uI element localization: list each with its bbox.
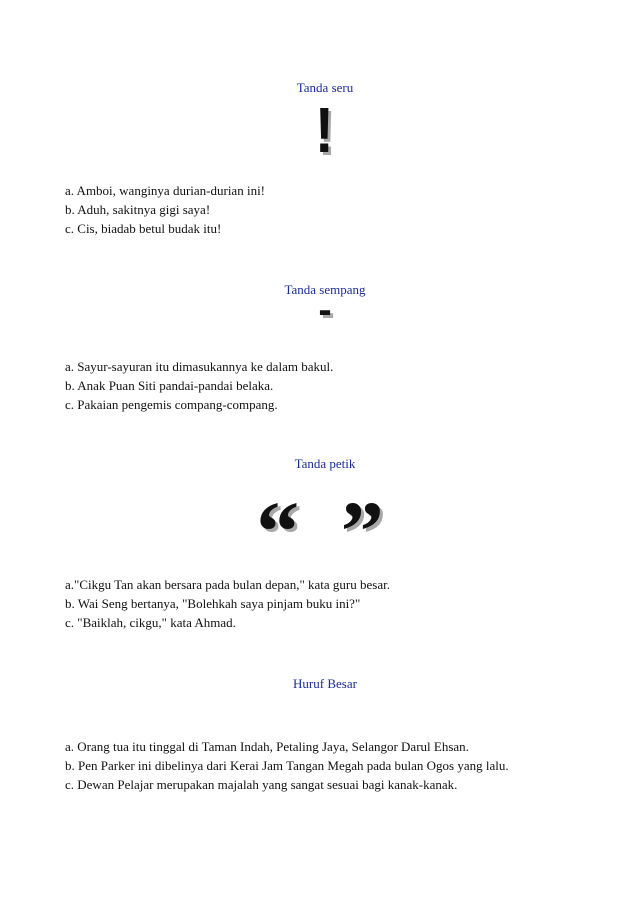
examples-tanda-petik	[65, 575, 565, 632]
exclamation-mark-icon: !	[314, 94, 334, 166]
example-line: a. Sayur-sayuran itu dimasukannya ke dalam bakul.	[65, 359, 334, 374]
example-line: b. Wai Seng bertanya, "Bolehkah saya pinjam buku ini?"	[65, 596, 361, 611]
example-line: b. Pen Parker ini dibelinya dari Kerai Jam Tangan Megah pada bulan Ogos yang lalu.	[65, 758, 509, 773]
example-line: a. Orang tua itu tinggal di Taman Indah, Petaling Jaya, Selangor Darul Ehsan.	[65, 739, 469, 754]
example-line: b. Aduh, sakitnya gigi saya!	[65, 202, 211, 217]
example-line: c. Dewan Pelajar merupakan majalah yang sangat sesuai bagi kanak-kanak.	[65, 777, 458, 792]
examples-tanda-sempang	[65, 357, 565, 414]
examples-tanda-seru	[65, 181, 565, 238]
heading-tanda-seru: Tanda seru	[296, 80, 354, 95]
example-line: c. "Baiklah, cikgu," kata Ahmad.	[65, 615, 236, 630]
example-line: b. Anak Puan Siti pandai-pandai belaka.	[65, 378, 274, 393]
quotation-marks-icon: “ ”	[256, 483, 394, 579]
hyphen-icon: -	[318, 288, 332, 332]
example-line: a. Amboi, wanginya durian-durian ini!	[65, 183, 266, 198]
example-line: a."Cikgu Tan akan bersara pada bulan depan," kata guru besar.	[65, 577, 390, 592]
heading-huruf-besar: Huruf Besar	[293, 676, 357, 691]
example-line: c. Pakaian pengemis compang-compang.	[65, 397, 278, 412]
example-line: c. Cis, biadab betul budak itu!	[65, 221, 222, 236]
heading-tanda-sempang: Tanda sempang	[284, 282, 366, 297]
examples-huruf-besar	[65, 737, 555, 794]
heading-tanda-petik: Tanda petik	[294, 456, 356, 471]
